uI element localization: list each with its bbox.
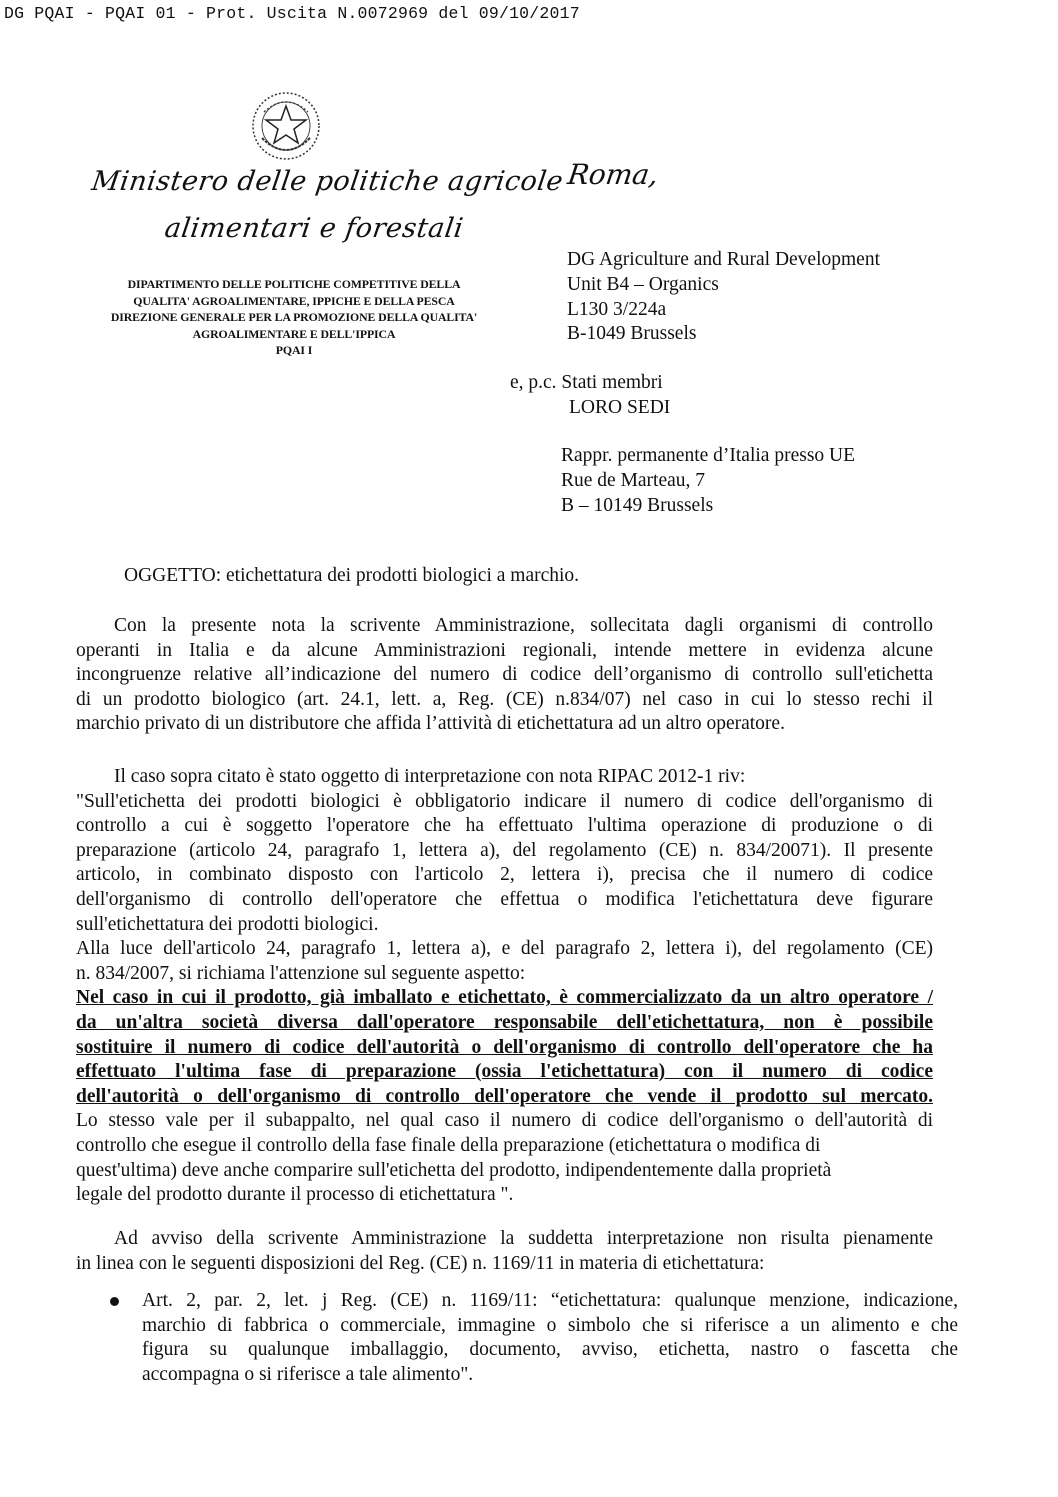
quote-line: Lo stesso vale per il subappalto, nel qual caso il numero di codice dell'organismo o dell'autorità di (76, 1110, 933, 1132)
ministry-name-line1: Ministero delle politiche agricole (89, 166, 566, 197)
emphasis-line: dell'autorità o dell'organismo di controllo dell'operatore che vende il prodotto sul mercato. (76, 1085, 933, 1107)
quote-line: preparazione (articolo 24, paragrafo 1, lettera a), del regolamento (CE) n. 834/20071). Il presente (76, 839, 933, 861)
bullet-icon (110, 1297, 119, 1306)
recipient-cc (510, 371, 670, 421)
quote-line: "Sull'etichetta dei prodotti biologici è obbligatorio indicare il numero di codice dell'organismo di (76, 790, 933, 812)
bullet-line: figura su qualunque imballaggio, documento, avviso, etichetta, nastro o fascetta che (142, 1339, 958, 1361)
representation-line: Rue de Marteau, 7 (561, 469, 706, 491)
paragraph-line: di un prodotto biologico (art. 24.1, lett. a, Reg. (CE) n.834/07) nel caso in cui lo stesso rechi il (76, 688, 933, 710)
department-block (70, 276, 518, 359)
recipient-line: B-1049 Brussels (567, 323, 697, 345)
ministry-name-line2: alimentari e forestali (162, 213, 466, 244)
bullet-line: Art. 2, par. 2, let. j Reg. (CE) n. 1169/11: “etichettatura: qualunque menzione, indicazione, (142, 1290, 958, 1311)
paragraph-line: Il caso sopra citato è stato oggetto di interpretazione con nota RIPAC 2012-1 riv: (114, 766, 746, 787)
department-line: PQAI I (275, 343, 313, 357)
emphasis-line: Nel caso in cui il prodotto, già imballato e etichettato, è commercializzato da un altro operatore / (76, 987, 933, 1009)
quote-line: articolo, in combinato disposto con l'articolo 2, lettera i), precisa che il numero di codice (76, 864, 933, 886)
paragraph-line: Ad avviso della scrivente Amministrazione la suddetta interpretazione non risulta pienamente (114, 1228, 933, 1249)
bullet-line: marchio di fabbrica o commerciale, immagine o simbolo che si riferisce a un alimento e che (142, 1314, 958, 1336)
recipient-representation (561, 444, 855, 518)
protocol-header: DG PQAI - PQAI 01 - Prot. Uscita N.0072969 del 09/10/2017 (4, 4, 580, 23)
quote-line: dell'organismo di controllo dell'operatore che effettua o modifica l'etichettatura deve figurare (76, 888, 933, 910)
paragraph-opinion (76, 1227, 933, 1276)
paragraph-line: operanti in Italia e da alcune Amministrazioni regionali, intende mettere in evidenza alcune (76, 639, 933, 661)
subject-line: OGGETTO: etichettatura dei prodotti biologici a marchio. (124, 565, 580, 586)
recipient-line: L130 3/224a (567, 298, 667, 320)
paragraph-line: marchio privato di un distributore che affida l’attività di etichettatura ad un altro operatore. (76, 713, 785, 735)
quote-line: legale del prodotto durante il processo di etichettatura ". (76, 1184, 514, 1206)
recipient-line: Unit B4 – Organics (567, 273, 719, 295)
paragraph-line: Con la presente nota la scrivente Amministrazione, sollecitata dagli organismi di controllo (114, 615, 933, 636)
department-line: AGROALIMENTARE E DELL'IPPICA (192, 326, 396, 341)
representation-line: B – 10149 Brussels (561, 494, 714, 516)
department-line: DIPARTIMENTO DELLE POLITICHE COMPETITIVE DELLA (127, 277, 461, 291)
emphasis-line: effettuato l'ultima fase di preparazione (ossia l'etichettatura) con il numero di codice (76, 1061, 933, 1083)
emphasis-line: da un'altra società diversa dall'operatore responsabile dell'etichettatura, non è possibile (76, 1011, 933, 1033)
paragraph-line: in linea con le seguenti disposizioni del Reg. (CE) n. 1169/11 in materia di etichettatura: (76, 1252, 765, 1274)
emphasis-line: sostituire il numero di codice dell'autorità o dell'organismo di controllo dell'operatore che ha (76, 1036, 933, 1058)
department-line: QUALITA' AGROALIMENTARE, IPPICHE E DELLA PESCA (133, 293, 455, 308)
quote-line: quest'ultima) deve anche comparire sull'etichetta del prodotto, indipendentemente dalla proprietà (76, 1159, 832, 1181)
department-line: DIREZIONE GENERALE PER LA PROMOZIONE DELLA QUALITA' (110, 310, 478, 324)
quote-line: n. 834/2007, si richiama l'attenzione sul seguente aspetto: (76, 962, 526, 984)
cc-line: LORO SEDI (569, 396, 671, 418)
bullet-item (142, 1289, 958, 1387)
quote-line: Alla luce dell'articolo 24, paragrafo 1, lettera a), e del paragrafo 2, lettera i), del regolamento (CE) (76, 938, 933, 960)
paragraph-ripac (76, 765, 933, 1208)
bullet-line: accompagna o si riferisce a tale alimento". (142, 1363, 474, 1385)
representation-line: Rappr. permanente d’Italia presso UE (561, 445, 856, 466)
italian-republic-emblem-icon (248, 88, 324, 164)
quote-line: controllo a cui è soggetto l'operatore che ha effettuato l'ultima operazione di produzione o di (76, 815, 933, 837)
place-roma: Roma, (565, 158, 661, 191)
cc-label: e, p.c. Stati membri (510, 372, 663, 393)
quote-line: controllo che esegue il controllo della fase finale della preparazione (etichettatura o modifica di (76, 1134, 821, 1156)
recipient-line: DG Agriculture and Rural Development (567, 249, 880, 270)
paragraph-line: incongruenze relative all’indicazione del numero di codice dell’organismo di controllo sull'etichetta (76, 664, 933, 686)
quote-line: sull'etichettatura dei prodotti biologici. (76, 913, 379, 935)
recipient-main (567, 248, 880, 347)
paragraph-intro (76, 614, 933, 737)
